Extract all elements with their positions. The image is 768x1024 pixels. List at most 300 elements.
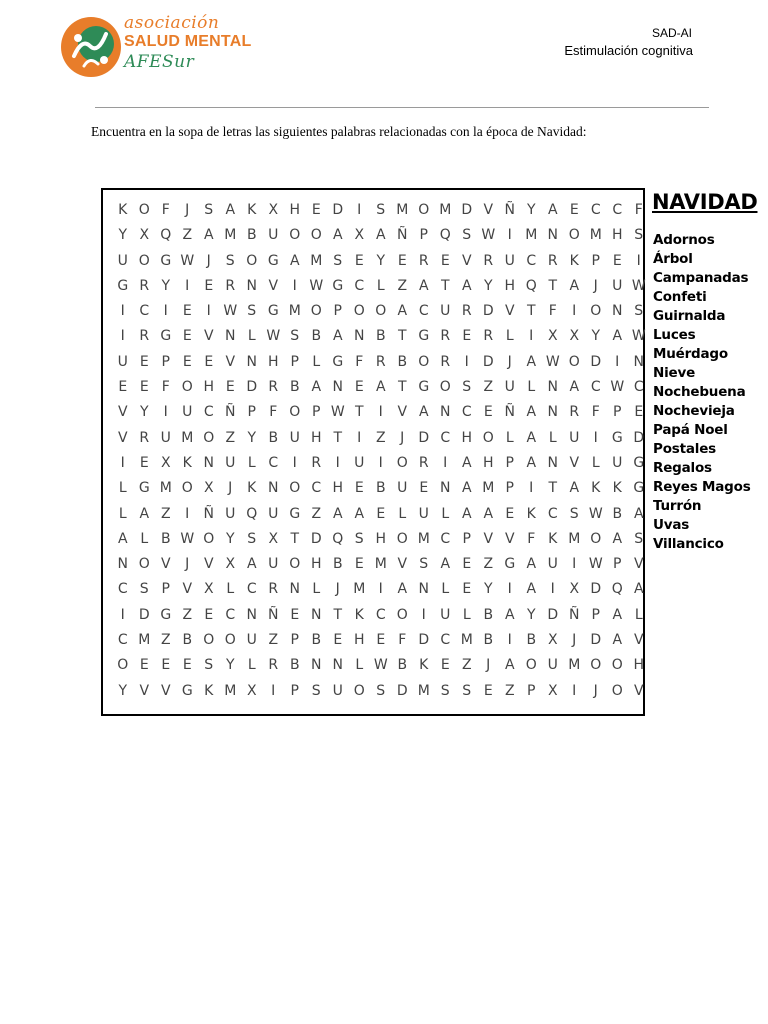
grid-letter: C — [418, 303, 429, 320]
grid-letter: S — [634, 227, 644, 244]
word-list — [653, 231, 751, 554]
grid-letter: D — [461, 202, 473, 218]
grid-letter: M — [138, 632, 151, 649]
grid-letter: W — [330, 404, 345, 421]
grid-letter: A — [117, 530, 128, 547]
word-list-item: Villancico — [653, 536, 724, 552]
grid-letter: E — [440, 252, 450, 269]
grid-letter: V — [569, 454, 580, 471]
grid-letter: C — [268, 454, 279, 471]
word-list-item: Luces — [653, 327, 696, 343]
grid-letter: O — [418, 202, 430, 218]
grid-letter: I — [593, 429, 598, 446]
grid-letter: X — [569, 581, 580, 598]
grid-letter: A — [311, 379, 322, 396]
grid-letter: A — [418, 404, 429, 421]
grid-letter: P — [333, 303, 342, 320]
grid-letter: O — [246, 252, 258, 269]
grid-letter: W — [588, 556, 603, 573]
grid-letter: X — [246, 682, 257, 699]
grid-letter: Ñ — [569, 606, 580, 623]
grid-letter: L — [118, 480, 127, 497]
grid-letter: I — [636, 252, 641, 269]
grid-letter: U — [612, 454, 623, 471]
grid-letter: L — [247, 454, 256, 471]
grid-letter: A — [504, 657, 515, 674]
grid-letter: N — [203, 454, 214, 471]
grid-letter: U — [612, 277, 623, 294]
grid-letter: X — [569, 328, 580, 345]
grid-letter: M — [288, 303, 301, 320]
grid-letter: C — [311, 480, 322, 497]
grid-letter: N — [225, 328, 236, 345]
grid-letter: R — [225, 277, 236, 294]
grid-letter: R — [268, 379, 279, 396]
grid-letter: K — [612, 480, 622, 497]
grid-letter: N — [440, 404, 451, 421]
grid-letter: N — [354, 328, 365, 345]
grid-letter: V — [139, 682, 150, 699]
grid-letter: C — [547, 505, 558, 522]
grid-letter: R — [440, 328, 451, 345]
grid-letter: L — [527, 379, 536, 396]
grid-letter: E — [118, 379, 128, 396]
grid-letter: E — [354, 252, 364, 269]
word-list-item: Uvas — [653, 517, 690, 533]
grid-letter: T — [397, 328, 407, 345]
grid-letter: M — [374, 556, 387, 573]
grid-letter: Y — [161, 277, 171, 294]
grid-letter: S — [247, 530, 257, 547]
grid-letter: I — [271, 682, 276, 699]
grid-letter: Z — [268, 632, 279, 649]
grid-letter: O — [203, 530, 215, 547]
grid-letter: A — [461, 505, 472, 522]
grid-letter: S — [225, 252, 235, 269]
grid-letter: X — [139, 227, 150, 244]
grid-letter: U — [268, 556, 279, 573]
grid-letter: J — [486, 657, 491, 674]
grid-letter: E — [204, 353, 214, 370]
word-list-item: Campanadas — [653, 270, 749, 286]
grid-letter: I — [120, 454, 125, 471]
grid-letter: K — [247, 202, 257, 218]
word-search-grid — [112, 198, 650, 704]
grid-letter: S — [204, 657, 214, 674]
grid-letter: E — [161, 657, 171, 674]
grid-letter: U — [569, 429, 580, 446]
grid-letter: A — [397, 303, 408, 320]
grid-letter: V — [633, 632, 644, 649]
grid-letter: A — [633, 505, 644, 522]
grid-letter: L — [548, 429, 557, 446]
grid-letter: W — [545, 353, 560, 370]
grid-letter: D — [482, 353, 494, 370]
grid-letter: I — [185, 505, 190, 522]
grid-letter: W — [309, 277, 324, 294]
grid-letter: D — [590, 632, 602, 649]
grid-letter: P — [505, 480, 514, 497]
grid-letter: S — [419, 556, 429, 573]
grid-letter: E — [182, 303, 192, 320]
grid-letter: Q — [525, 277, 537, 294]
grid-letter: R — [483, 328, 494, 345]
grid-letter: W — [481, 227, 496, 244]
grid-letter: O — [568, 227, 580, 244]
grid-letter: U — [332, 682, 343, 699]
grid-letter: U — [182, 404, 193, 421]
grid-letter: O — [590, 303, 602, 320]
grid-letter: U — [246, 632, 257, 649]
word-list-item: Guirnalda — [653, 308, 726, 324]
grid-letter: X — [203, 480, 214, 497]
grid-letter: P — [613, 404, 622, 421]
grid-letter: E — [462, 581, 472, 598]
grid-letter: G — [332, 353, 344, 370]
grid-letter: T — [333, 606, 343, 623]
grid-letter: W — [180, 530, 195, 547]
document-code: SAD-AI — [651, 26, 692, 40]
grid-letter: N — [547, 227, 558, 244]
word-search-box — [101, 188, 645, 716]
grid-letter: O — [289, 404, 301, 421]
grid-letter: P — [591, 252, 600, 269]
grid-letter: W — [223, 303, 238, 320]
grid-letter: Ñ — [504, 404, 515, 421]
grid-letter: E — [139, 454, 149, 471]
grid-letter: T — [440, 277, 450, 294]
grid-letter: S — [440, 682, 450, 699]
grid-letter: J — [185, 202, 190, 218]
grid-letter: M — [525, 227, 538, 244]
grid-letter: T — [548, 480, 558, 497]
word-list-item: Nochevieja — [653, 403, 735, 419]
grid-letter: L — [247, 657, 256, 674]
grid-letter: I — [357, 429, 362, 446]
grid-letter: F — [355, 353, 364, 370]
grid-letter: B — [483, 632, 494, 649]
grid-letter: A — [569, 277, 580, 294]
grid-letter: S — [247, 303, 257, 320]
grid-letter: I — [421, 606, 426, 623]
grid-letter: J — [185, 556, 190, 573]
grid-letter: P — [290, 353, 299, 370]
grid-letter: E — [376, 632, 386, 649]
grid-letter: R — [375, 353, 386, 370]
grid-letter: O — [396, 454, 408, 471]
grid-letter: M — [181, 429, 194, 446]
grid-letter: P — [161, 581, 170, 598]
word-list-item: Nieve — [653, 365, 696, 381]
grid-letter: S — [376, 682, 386, 699]
grid-letter: E — [204, 606, 214, 623]
grid-letter: U — [289, 429, 300, 446]
grid-letter: C — [117, 632, 128, 649]
grid-letter: H — [611, 227, 623, 244]
grid-letter: B — [526, 632, 537, 649]
grid-letter: N — [332, 657, 343, 674]
grid-letter: L — [462, 606, 471, 623]
grid-letter: X — [547, 328, 558, 345]
grid-letter: M — [224, 682, 237, 699]
grid-letter: P — [527, 682, 536, 699]
grid-letter: J — [206, 252, 211, 269]
logo-emblem-icon — [60, 16, 122, 78]
grid-letter: K — [419, 657, 429, 674]
grid-letter: R — [311, 454, 322, 471]
grid-letter: G — [418, 379, 430, 396]
grid-letter: A — [332, 505, 343, 522]
grid-letter: Ñ — [203, 505, 214, 522]
grid-letter: N — [547, 404, 558, 421]
grid-letter: V — [117, 429, 128, 446]
grid-letter: A — [526, 429, 537, 446]
grid-letter: R — [139, 429, 150, 446]
grid-letter: L — [505, 328, 514, 345]
grid-letter: U — [225, 505, 236, 522]
grid-letter: J — [593, 682, 598, 699]
grid-letter: F — [527, 530, 536, 547]
grid-letter: J — [400, 429, 405, 446]
grid-letter: O — [289, 227, 301, 244]
grid-letter: B — [375, 328, 386, 345]
grid-letter: I — [464, 353, 469, 370]
grid-letter: E — [182, 328, 192, 345]
grid-letter: N — [311, 657, 322, 674]
grid-letter: H — [482, 454, 494, 471]
grid-letter: D — [332, 202, 344, 218]
grid-letter: X — [547, 682, 558, 699]
grid-letter: O — [224, 632, 236, 649]
grid-letter: A — [526, 556, 537, 573]
grid-letter: A — [332, 227, 343, 244]
grid-letter: O — [396, 530, 408, 547]
grid-letter: Y — [526, 202, 536, 218]
word-list-item: Papá Noel — [653, 422, 728, 438]
grid-letter: V — [483, 202, 494, 218]
grid-letter: M — [396, 202, 409, 218]
grid-letter: L — [376, 277, 385, 294]
grid-letter: I — [572, 556, 577, 573]
grid-letter: U — [117, 353, 128, 370]
grid-letter: E — [333, 632, 343, 649]
grid-letter: F — [548, 303, 557, 320]
grid-letter: A — [547, 202, 558, 218]
grid-letter: H — [332, 480, 344, 497]
grid-letter: A — [526, 581, 537, 598]
grid-letter: Z — [182, 227, 193, 244]
grid-letter: H — [633, 657, 645, 674]
grid-letter: A — [612, 606, 623, 623]
grid-letter: S — [462, 227, 472, 244]
grid-letter: O — [482, 429, 494, 446]
grid-letter: R — [461, 303, 472, 320]
grid-letter: E — [440, 657, 450, 674]
grid-letter: M — [568, 657, 581, 674]
grid-letter: P — [290, 682, 299, 699]
grid-letter: P — [505, 454, 514, 471]
grid-letter: G — [267, 303, 279, 320]
grid-letter: G — [181, 682, 193, 699]
grid-letter: C — [461, 404, 472, 421]
grid-letter: S — [376, 202, 386, 218]
grid-letter: D — [418, 632, 430, 649]
grid-letter: S — [333, 252, 343, 269]
grid-letter: V — [203, 556, 214, 573]
grid-letter: A — [504, 606, 515, 623]
grid-letter: G — [267, 252, 279, 269]
grid-letter: Y — [225, 657, 235, 674]
word-list-item: Árbol — [653, 251, 693, 267]
grid-letter: G — [418, 328, 430, 345]
grid-letter: B — [289, 657, 300, 674]
grid-letter: Z — [160, 505, 171, 522]
grid-letter: R — [418, 252, 429, 269]
grid-letter: A — [354, 505, 365, 522]
grid-letter: M — [439, 202, 452, 218]
grid-letter: B — [311, 632, 322, 649]
grid-letter: C — [612, 202, 623, 218]
word-list-item: Turrón — [653, 498, 702, 514]
grid-letter: C — [139, 303, 150, 320]
grid-letter: S — [462, 682, 472, 699]
grid-letter: S — [290, 328, 300, 345]
grid-letter: E — [204, 277, 214, 294]
grid-letter: C — [117, 581, 128, 598]
grid-letter: V — [160, 682, 171, 699]
grid-letter: U — [547, 556, 558, 573]
grid-letter: Q — [160, 227, 172, 244]
grid-letter: Z — [483, 379, 494, 396]
logo-line-3: AFESur — [124, 52, 195, 72]
grid-letter: Z — [225, 429, 236, 446]
grid-letter: W — [180, 252, 195, 269]
grid-letter: K — [526, 505, 536, 522]
grid-letter: B — [182, 632, 193, 649]
grid-letter: X — [268, 530, 279, 547]
grid-letter: V — [633, 556, 644, 573]
grid-letter: V — [397, 556, 408, 573]
grid-letter: O — [117, 657, 129, 674]
grid-letter: A — [612, 632, 623, 649]
grid-letter: M — [460, 632, 473, 649]
grid-letter: A — [633, 581, 644, 598]
grid-letter: O — [203, 632, 215, 649]
grid-letter: Z — [504, 682, 515, 699]
grid-letter: I — [572, 303, 577, 320]
grid-letter: E — [354, 379, 364, 396]
grid-letter: Q — [439, 227, 451, 244]
word-list-item: Confeti — [653, 289, 707, 305]
grid-letter: Y — [225, 530, 235, 547]
grid-letter: A — [483, 505, 494, 522]
grid-letter: Z — [461, 657, 472, 674]
grid-letter: H — [375, 530, 387, 547]
grid-letter: M — [310, 252, 323, 269]
grid-letter: F — [269, 404, 278, 421]
grid-letter: I — [185, 277, 190, 294]
grid-letter: T — [333, 429, 343, 446]
grid-letter: B — [375, 480, 386, 497]
grid-letter: Y — [483, 581, 493, 598]
grid-letter: S — [634, 530, 644, 547]
grid-letter: I — [335, 454, 340, 471]
grid-letter: I — [120, 606, 125, 623]
grid-letter: A — [289, 252, 300, 269]
grid-letter: N — [332, 379, 343, 396]
grid-letter: I — [292, 277, 297, 294]
grid-letter: J — [572, 632, 577, 649]
grid-letter: A — [418, 277, 429, 294]
grid-letter: O — [590, 530, 602, 547]
grid-letter: R — [440, 353, 451, 370]
grid-letter: I — [163, 404, 168, 421]
grid-letter: C — [526, 252, 537, 269]
grid-letter: O — [525, 657, 537, 674]
grid-letter: X — [203, 581, 214, 598]
grid-letter: W — [631, 277, 646, 294]
grid-letter: O — [138, 202, 150, 218]
grid-letter: D — [547, 606, 559, 623]
grid-letter: M — [353, 581, 366, 598]
grid-letter: J — [507, 353, 512, 370]
grid-letter: W — [610, 379, 625, 396]
grid-letter: Ñ — [225, 404, 236, 421]
grid-letter: J — [593, 277, 598, 294]
grid-letter: N — [633, 353, 644, 370]
grid-letter: J — [228, 480, 233, 497]
grid-letter: N — [547, 454, 558, 471]
grid-letter: N — [547, 379, 558, 396]
grid-letter: I — [572, 682, 577, 699]
grid-letter: P — [312, 404, 321, 421]
grid-letter: A — [569, 480, 580, 497]
grid-letter: U — [225, 454, 236, 471]
document-subtitle: Estimulación cognitiva — [564, 43, 693, 58]
grid-letter: O — [439, 379, 451, 396]
grid-letter: B — [483, 606, 494, 623]
grid-letter: O — [353, 682, 365, 699]
grid-letter: B — [289, 379, 300, 396]
grid-letter: I — [206, 303, 211, 320]
grid-letter: V — [160, 556, 171, 573]
grid-letter: I — [120, 303, 125, 320]
grid-letter: F — [161, 379, 170, 396]
grid-letter: E — [354, 556, 364, 573]
grid-letter: I — [529, 328, 534, 345]
grid-letter: Y — [483, 277, 493, 294]
grid-letter: O — [289, 480, 301, 497]
grid-letter: I — [507, 632, 512, 649]
grid-letter: I — [443, 454, 448, 471]
grid-letter: M — [417, 682, 430, 699]
grid-letter: R — [139, 277, 150, 294]
grid-letter: W — [266, 328, 281, 345]
grid-letter: C — [225, 606, 236, 623]
grid-letter: R — [139, 328, 150, 345]
grid-letter: O — [611, 682, 623, 699]
grid-letter: A — [526, 454, 537, 471]
grid-letter: V — [203, 328, 214, 345]
grid-letter: H — [310, 429, 322, 446]
grid-letter: T — [526, 303, 536, 320]
grid-letter: N — [440, 480, 451, 497]
grid-letter: B — [246, 227, 257, 244]
grid-letter: E — [182, 657, 192, 674]
grid-letter: G — [160, 606, 172, 623]
grid-letter: P — [290, 632, 299, 649]
grid-letter: E — [569, 202, 579, 218]
